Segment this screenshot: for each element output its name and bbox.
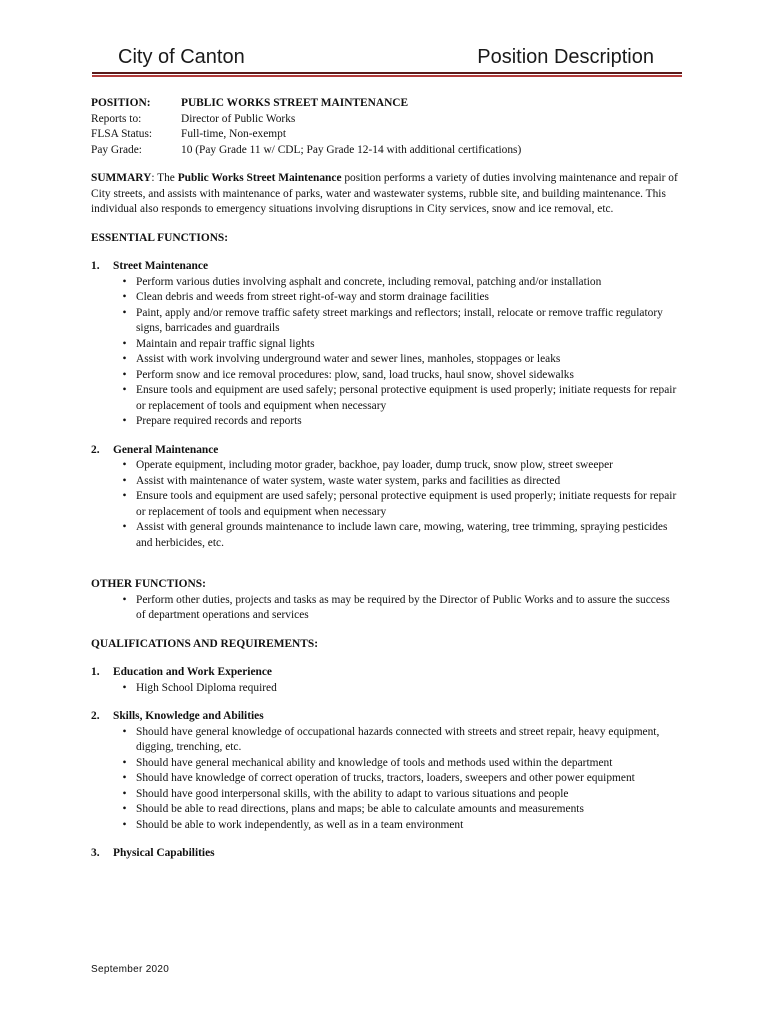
bullet-text: Perform snow and ice removal procedures: plow, sand, load trucks, haul snow, shovel sidewalks <box>136 368 574 381</box>
bullet-icon: • <box>122 306 127 319</box>
bullet-icon: • <box>122 291 127 303</box>
bullet-text: Perform various duties involving asphalt and concrete, including removal, patching and/or installation <box>136 275 602 288</box>
bullet-icon: • <box>122 459 127 471</box>
numbered-section <box>91 259 681 430</box>
bullet-item <box>113 725 681 756</box>
bullet-icon: • <box>122 593 127 606</box>
bullet-icon: • <box>122 368 127 381</box>
info-value: 10 (Pay Grade 11 w/ CDL; Pay Grade 12-14 with additional certifications) <box>181 143 522 156</box>
section-heading: Education and Work Experience <box>113 666 272 678</box>
bullet-item <box>113 414 681 430</box>
info-label: POSITION: <box>91 97 151 109</box>
bullet-text: Should have good interpersonal skills, with the ability to adapt to various situations and people <box>136 787 569 800</box>
section-heading: General Maintenance <box>113 443 219 456</box>
bullet-text: Should be able to read directions, plans and maps; be able to calculate amounts and measurements <box>136 803 584 815</box>
bullet-text: Maintain and repair traffic signal lights <box>136 337 315 350</box>
info-value: PUBLIC WORKS STREET MAINTENANCE <box>181 97 409 109</box>
bullet-item <box>113 520 681 551</box>
section-spacer <box>91 551 681 577</box>
numbered-section <box>91 443 681 552</box>
numbered-heading <box>91 709 681 725</box>
summary-pre: : The <box>151 172 178 184</box>
bullet-icon: • <box>122 818 127 831</box>
bullet-item <box>113 306 681 337</box>
bullet-item <box>113 681 681 697</box>
bullet-list <box>91 275 681 430</box>
info-label: FLSA Status: <box>91 128 153 140</box>
info-value: Full-time, Non-exempt <box>181 128 287 140</box>
bullet-text: Should have general mechanical ability and knowledge of tools and methods used within the department <box>136 756 613 769</box>
bullet-text: Paint, apply and/or remove traffic safety street markings and reflectors; install, relocate or remove traffic regulatory signs, barricades and guardrails <box>136 306 663 334</box>
section-number: 1. <box>91 260 100 272</box>
bullet-text: Assist with work involving underground water and sewer lines, manholes, stoppages or leaks <box>136 353 561 365</box>
bullet-item <box>113 474 681 490</box>
bullet-item <box>113 593 681 624</box>
summary-position-name: Public Works Street Maintenance <box>177 172 342 184</box>
bullet-item <box>113 787 681 803</box>
header-rule-dark <box>92 72 682 74</box>
bullet-icon: • <box>122 756 127 769</box>
bullet-item <box>113 290 681 306</box>
bullet-text: Ensure tools and equipment are used safely; personal protective equipment is used properly; initiate requests for repair or replacement of tools and equipment when necessary <box>136 490 677 518</box>
bullet-text: Perform other duties, projects and tasks as may be required by the Director of Public Works and to assure the success of department operations and services <box>136 593 670 621</box>
bullet-item <box>113 383 681 414</box>
summary-label: SUMMARY <box>91 172 152 184</box>
section-number: 2. <box>91 710 100 722</box>
section-number: 1. <box>91 666 100 678</box>
page-header <box>118 46 654 72</box>
bullet-icon: • <box>122 787 127 800</box>
section-heading: Skills, Knowledge and Abilities <box>113 710 264 722</box>
summary-text: position performs a variety of duties involving maintenance and repair of City streets, and assists with maintenance of parks, water and wastewater systems, rubble site, and building maintenance. This individual also responds to emergency situations involving disruptions in City services, snow and ice removal, etc. <box>91 172 678 215</box>
bullet-icon: • <box>122 353 127 365</box>
bullet-item <box>113 458 681 474</box>
bullet-icon: • <box>122 384 127 396</box>
bullet-item <box>113 368 681 384</box>
bullet-list <box>91 458 681 551</box>
bullet-icon: • <box>122 772 127 784</box>
bullet-text: Should have general knowledge of occupational hazards connected with streets and street repair, heavy equipment, digging, trenching, etc. <box>136 725 660 753</box>
header-rule-red <box>92 75 682 77</box>
bullet-item <box>113 802 681 818</box>
bullet-icon: • <box>122 415 127 427</box>
qualifications-list <box>91 665 681 862</box>
numbered-section <box>91 665 681 696</box>
footer-date: September 2020 <box>91 964 170 975</box>
bullet-icon: • <box>122 490 127 502</box>
bullet-text: Operate equipment, including motor grader, backhoe, pay loader, dump truck, snow plow, street sweeper <box>136 459 613 471</box>
other-functions-list <box>91 593 681 624</box>
bullet-text: Assist with maintenance of water system, waste water system, parks and facilities as directed <box>136 474 561 487</box>
bullet-item <box>113 818 681 834</box>
bullet-icon: • <box>122 521 127 533</box>
numbered-section <box>91 709 681 833</box>
bullet-list <box>91 725 681 834</box>
numbered-heading <box>91 443 681 459</box>
bullet-icon: • <box>122 803 127 815</box>
qualifications-title: QUALIFICATIONS AND REQUIREMENTS: <box>91 637 318 650</box>
bullet-text: Should be able to work independently, as well as in a team environment <box>136 818 464 831</box>
bullet-text: Ensure tools and equipment are used safely; personal protective equipment is used properly; initiate requests for repair or replacement of tools and equipment when necessary <box>136 384 677 412</box>
bullet-text: High School Diploma required <box>136 681 277 694</box>
bullet-icon: • <box>122 275 127 288</box>
section-heading: Physical Capabilities <box>113 847 215 859</box>
bullet-item <box>113 337 681 353</box>
bullet-item <box>113 489 681 520</box>
bullet-icon: • <box>122 337 127 350</box>
position-info <box>91 96 681 158</box>
section-heading: Street Maintenance <box>113 260 209 272</box>
info-label: Pay Grade: <box>91 143 142 156</box>
bullet-icon: • <box>122 725 127 738</box>
section-number: 3. <box>91 847 100 859</box>
bullet-item <box>113 756 681 772</box>
numbered-heading <box>91 259 681 275</box>
bullet-item <box>113 352 681 368</box>
info-value: Director of Public Works <box>181 112 296 125</box>
bullet-icon: • <box>122 474 127 487</box>
bullet-list <box>91 681 681 697</box>
document-body <box>91 96 681 862</box>
numbered-section <box>91 846 681 862</box>
numbered-heading <box>91 846 681 862</box>
section-number: 2. <box>91 443 100 456</box>
info-label: Reports to: <box>91 112 142 125</box>
header-organization: City of Canton <box>118 46 245 68</box>
numbered-heading <box>91 665 681 681</box>
bullet-text: Clean debris and weeds from street right-of-way and storm drainage facilities <box>136 291 489 303</box>
bullet-icon: • <box>122 681 127 694</box>
other-functions-title: OTHER FUNCTIONS: <box>91 578 206 590</box>
bullet-item <box>113 771 681 787</box>
bullet-text: Should have knowledge of correct operation of trucks, tractors, loaders, sweepers and other power equipment <box>136 772 635 784</box>
bullet-text: Prepare required records and reports <box>136 415 302 427</box>
header-document-type: Position Description <box>477 46 654 68</box>
summary-paragraph <box>91 171 681 218</box>
bullet-text: Assist with general grounds maintenance to include lawn care, mowing, watering, tree trimming, spraying pesticides and herbicides, etc. <box>136 521 668 549</box>
bullet-item <box>113 275 681 291</box>
essential-functions-list <box>91 259 681 551</box>
essential-functions-title: ESSENTIAL FUNCTIONS: <box>91 231 229 244</box>
